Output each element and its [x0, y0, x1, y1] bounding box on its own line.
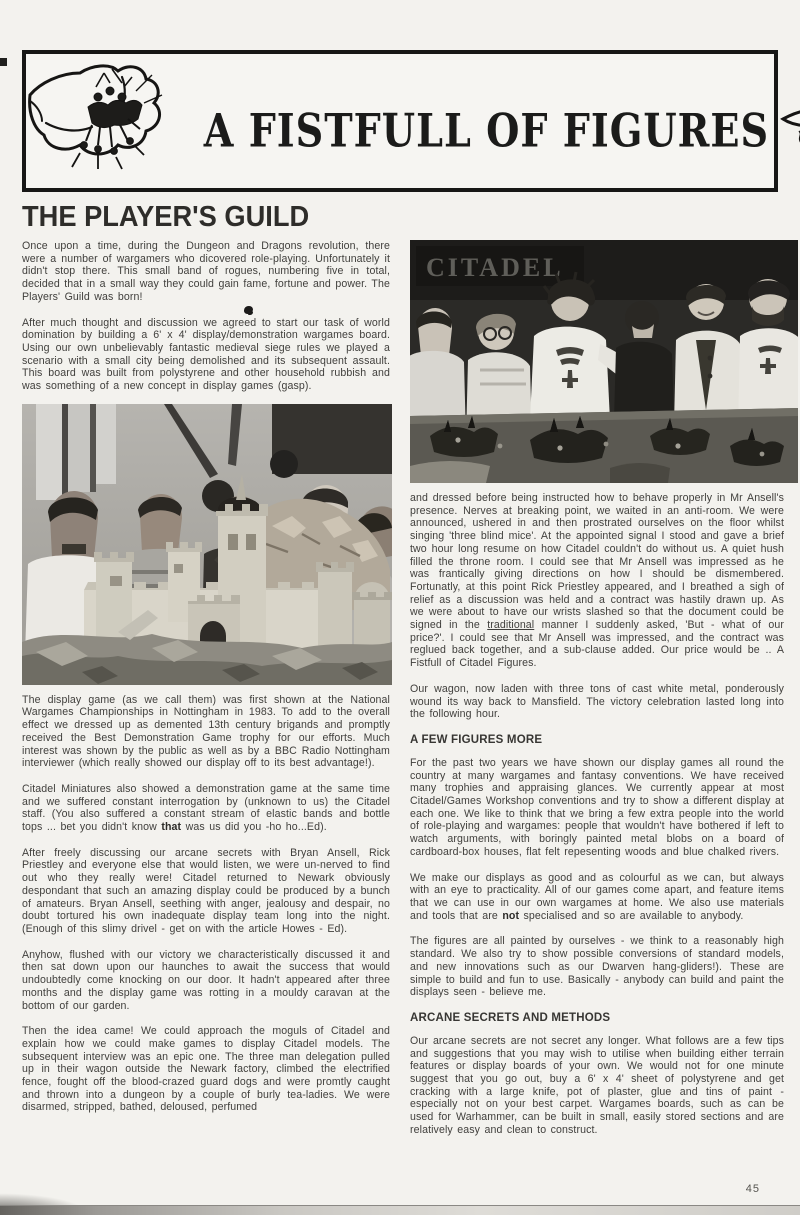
- subheading-arcane-secrets: ARCANE SECRETS AND METHODS: [410, 1011, 611, 1024]
- paragraph: Anyhow, flushed with our victory we characteristically discussed it and then sat down upon our haunches to await the success that would undoubtedly come knocking on our door. It hadn't appeared after three months and the display game was rotting in a mouldy caravan at the bottom of our garden.: [22, 948, 390, 1012]
- paragraph: Our wagon, now laden with three tons of cast white metal, ponderously wound its way back to Mansfield. The victory celebration lasted long into the following hour.: [410, 682, 784, 721]
- paragraph: After freely discussing our arcane secrets with Bryan Ansell, Rick Priestley and everyone else that would listen, we were un-nerved to find out who they really were! Citadel returned to Newark obviously despondant that such an amazing display could be produced by a bunch of amateurs. Bryan Ansell, seething with anger, jealousy and despair, no doubt tortured his own inadequate display team long into the night. (Enough of this slimy drivel - get on with the article Howes - Ed).: [22, 846, 390, 935]
- hatted-face-illustration: [775, 57, 800, 185]
- subheading-a-few-figures-more: A FEW FIGURES MORE: [410, 733, 543, 746]
- scan-edge: [0, 1205, 800, 1215]
- banner-text: CITADEL: [426, 253, 564, 282]
- right-column: [410, 240, 784, 1150]
- paragraph: Citadel Miniatures also showed a demonstration game at the same time and we suffered constant interrogation by (unknown to us) the Citadel staff. (You also suffered a constant stream of elastic bands and bottle tops ... bet you didn't know that was us did you -ho ho...Ed).: [22, 782, 390, 834]
- convention-table-photo: [410, 240, 798, 483]
- castle-display-photo: [22, 404, 392, 685]
- masthead: [22, 50, 778, 192]
- magazine-page: [0, 50, 800, 1150]
- left-column: [22, 240, 390, 1150]
- right-body-paragraphs-1: [410, 492, 784, 721]
- paragraph: Our arcane secrets are not secret any longer. What follows are a few tips and suggestions that you may wish to utilise when building either terrain features or display boards of your own. We would not for one minute suggest that you go out, buy a 6' x 4' sheet of polystyrene and get cracking with a large knife, pot of plaster, glue and tins of paint - especially not on your best carpet. Wargames boards, such as can be used for Warhammer, can be built in small, easily stored sections and are relatively easy and clean to construct.: [410, 1034, 784, 1136]
- right-body-paragraphs-2: [410, 757, 784, 999]
- right-body-paragraphs-3: [410, 1035, 784, 1137]
- page-title: A FISTFULL OF FIGURES: [203, 103, 770, 159]
- paragraph: For the past two years we have shown our display games all round the country at many wargames and fantasy conventions. We have received many trophies and appraising glances. We currently appear at most Citadel/Games Workshop conventions and try to show a different display at each one. We like to think that we bring a few extra people into the world of role-playing and wargames: people that wouldn't have bothered if left to watch arguments, with boringly painted metal blobs on a board of cardboard-box houses, flat felt repesenting woods and blue chalked rivers.: [410, 756, 784, 858]
- page-number: 45: [745, 1183, 760, 1195]
- ink-blot-artifact: [244, 306, 253, 314]
- left-body-paragraphs: [22, 694, 390, 1114]
- display-table: [410, 408, 798, 483]
- paragraph: Then the idea came! We could approach the moguls of Citadel and explain how we could make games to display Citadel models. The subsequent interview was an epic one. The three man delegation pulled up in their wagon outside the Newark factory, climbed the electrified fence, fought off the blood-crazed guard dogs and were promtly caught and thrown into a dungeon by a couple of burly tea-ladies. We were disarmed, stripped, bathed, deloused, perfumed: [22, 1025, 390, 1114]
- left-intro-paragraphs: [22, 240, 390, 393]
- article-heading: THE PLAYER'S GUILD: [22, 201, 310, 233]
- paragraph: The display game (as we call them) was first shown at the National Wargames Championships in Nottingham in 1983. To add to the overall effect we dressed up as demented 13th century brigands and promptly received the Best Demonstration Game trophy for our efforts. Much interest was shown by the public as well as by a BBC Radio Nottingham interviewer (which really showed our display off to its best advantage!).: [22, 693, 390, 770]
- paragraph: We make our displays as good and as colourful as we can, but always with an eye to practicality. All of our games come apart, and feature items that we can use in our own wargames at home. We also use materials and tools that are not specialised and so are available to anybody.: [410, 871, 784, 922]
- paragraph: Once upon a time, during the Dungeon and Dragons revolution, there were a number of wargamers who dicovered role-playing. Unfortunately it didn't stop there. This small band of rogues, numbering five in total, decided that in a small way they could gain fame, fortune and power. The Players' Guild was born!: [22, 240, 390, 303]
- article-columns: [22, 240, 784, 1150]
- paragraph: After much thought and discussion we agreed to start our task of world domination by building a 6' x 4' display/demonstration wargames board. Using our own unbelievably fantastic medieval siege rules we played a scenario with a small city being demolished and its subsequent assault. This board was built from polystyrene and other household rubbish and was something of a new concept in display games (gasp).: [22, 316, 390, 393]
- paragraph: The figures are all painted by ourselves - we think to a reasonably high standard. We also try to show possible conversions of standard models, and new innovations such as our Dwarven hang-gliders!). These are simple to build and fun to use. Basically - anybody can build and paint the displays seen - believe me.: [410, 935, 784, 999]
- hat: [783, 80, 800, 126]
- hand-holding-figures-illustration: [26, 57, 198, 185]
- paragraph: and dressed before being instructed how to behave properly in Mr Ansell's presence. Nerves at breaking point, we waited in an anti-room. We were announced, ushered in and then prostrated ourselves on the floor whilst singing 'three blind mice'. At the appointed signal I stood and gave a brief two hour long resume on how Citadel couldn't do without us. A quiet hush filled the throne room. I could see that Mr Ansell was impressed as he was frantically giving directions on how I should be dismembered. Fortunatly, at this point Rick Priestley appeared, and I breathed a sigh of relief as a discussion was held and a contract was hastily drawn up. As we were about to have our wrists slashed so that the document could be signed in the traditional manner I suddenly asked, 'But - what of our price?'. I could see that Mr Ansell was impressed, and the contract was reglued back together, and a sub-clause added. Our price would be .. A Fistfull of Citadel Figures.: [410, 492, 784, 670]
